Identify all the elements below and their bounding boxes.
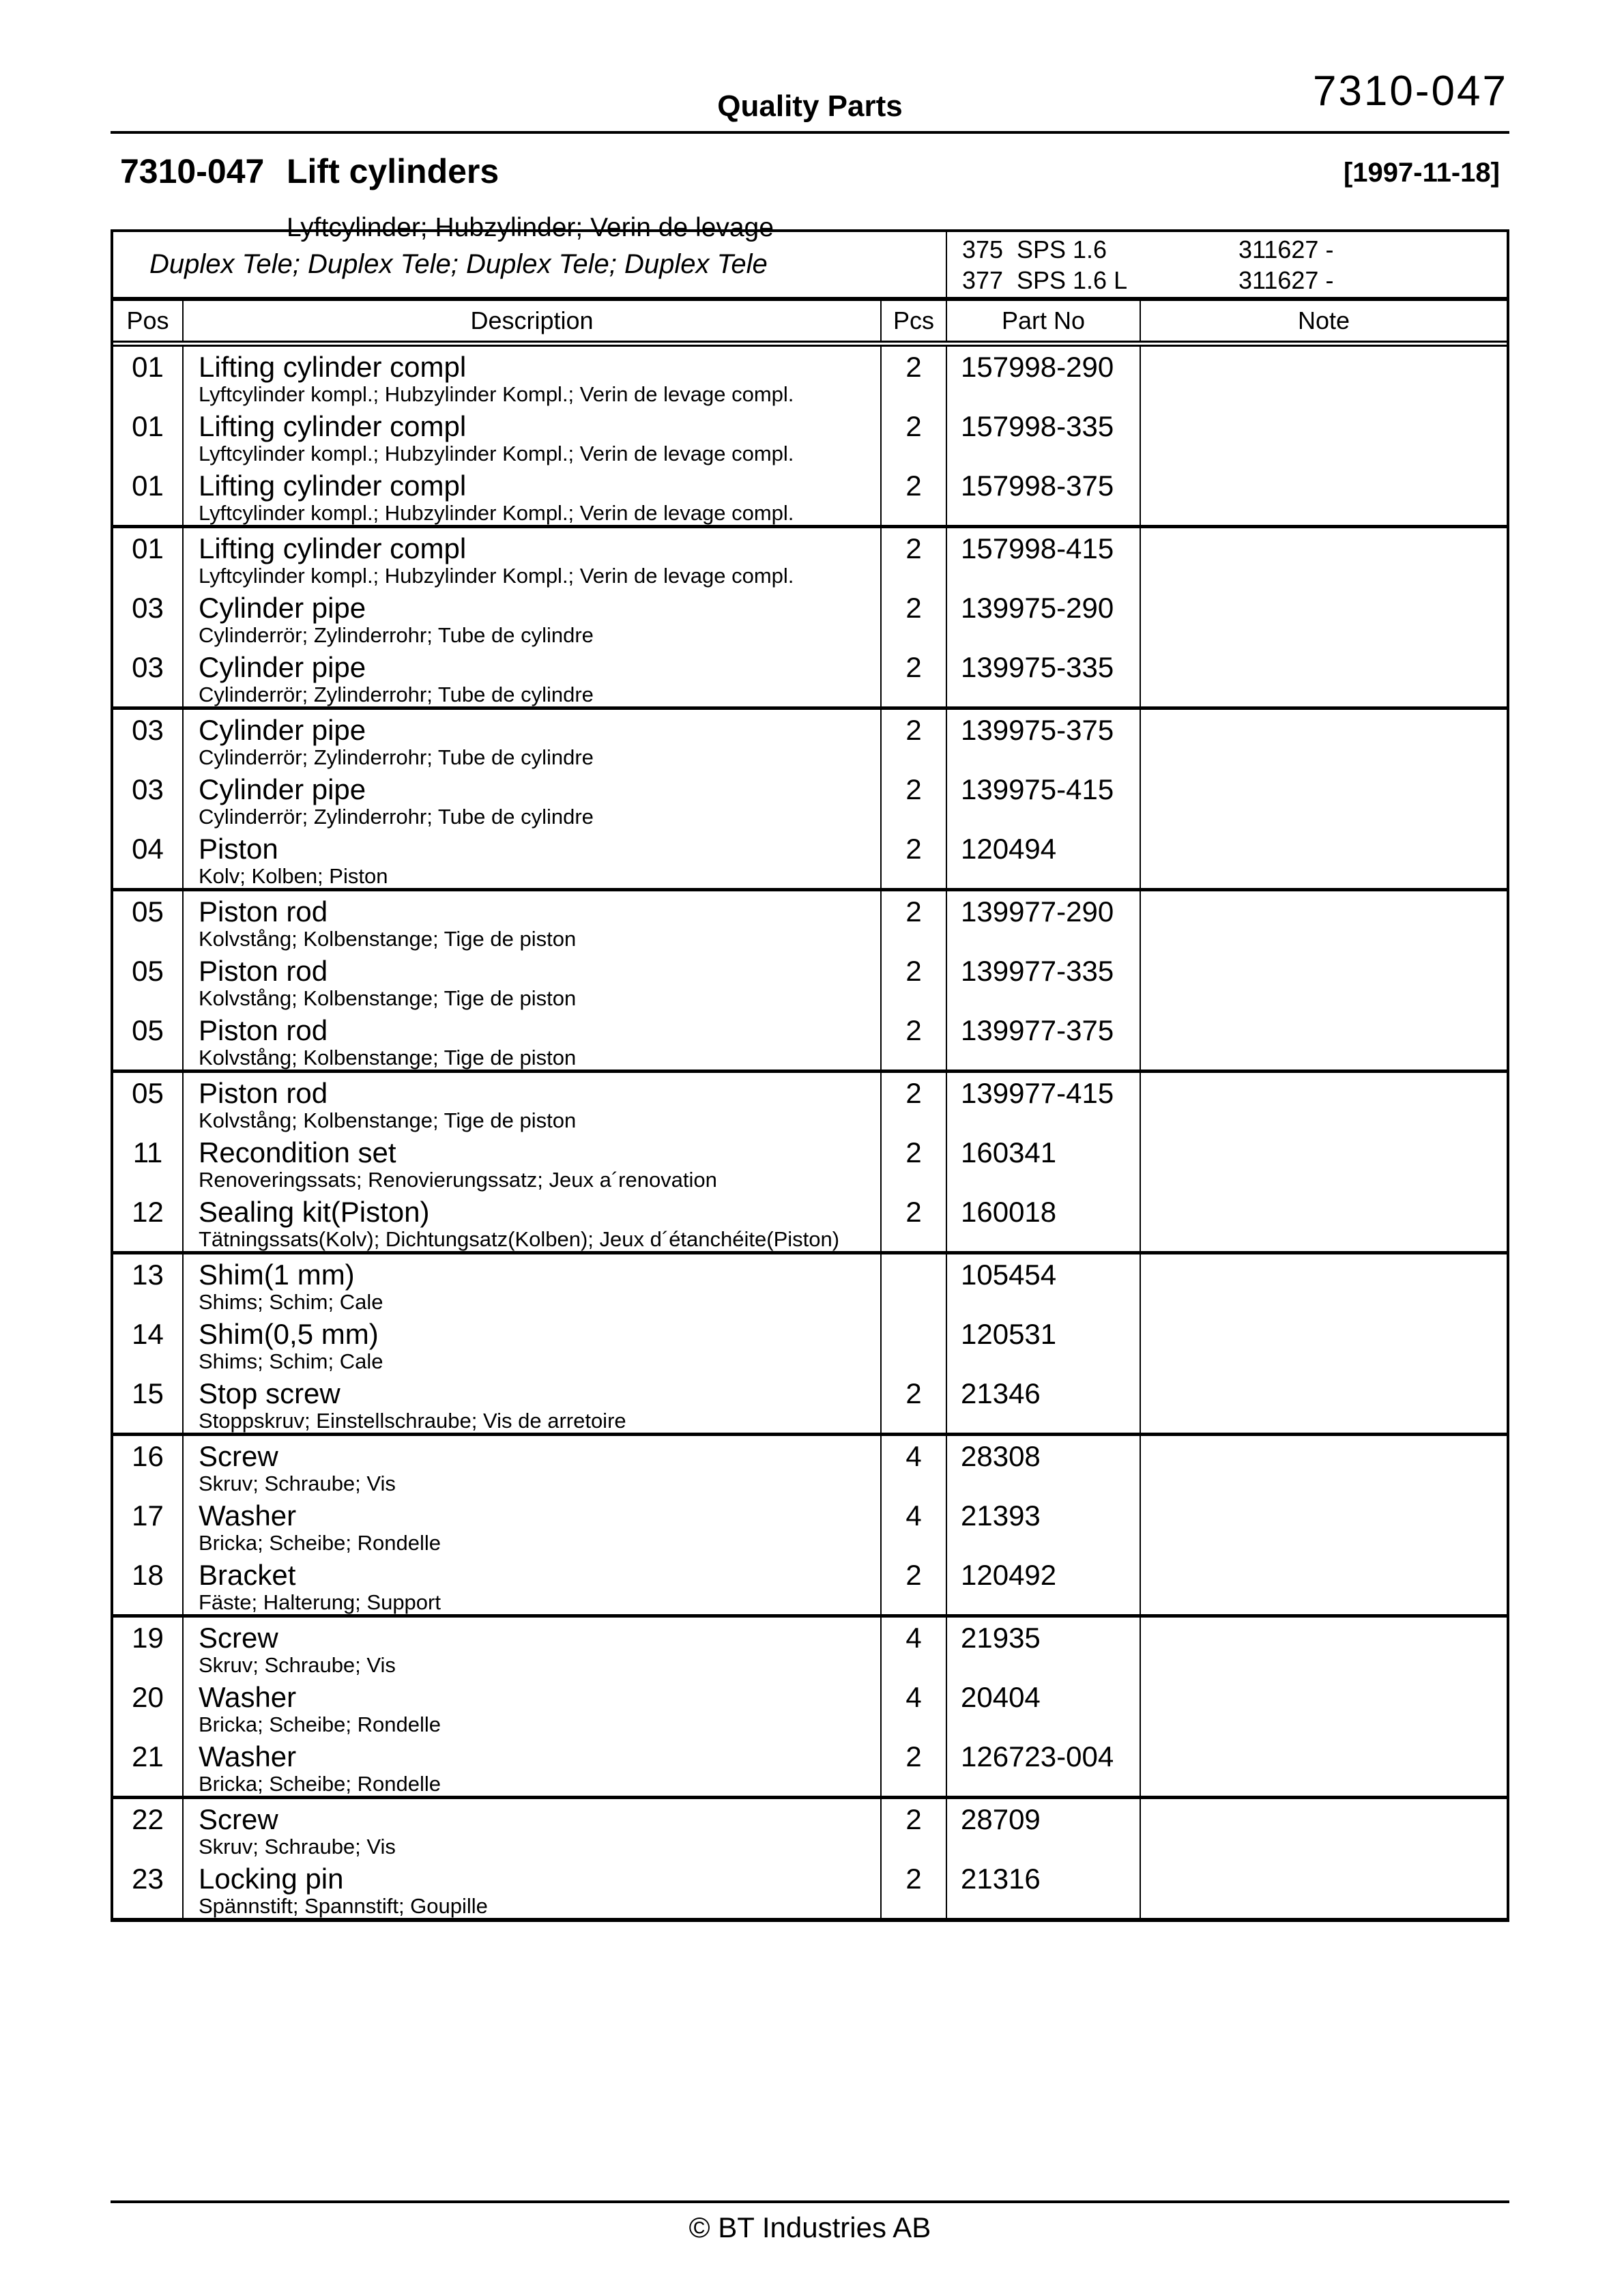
row-note bbox=[1140, 1436, 1507, 1495]
model-series-label: Duplex Tele; Duplex Tele; Duplex Tele; Duplex Tele bbox=[149, 249, 768, 279]
row-pcs bbox=[880, 1254, 946, 1314]
variant-serial: 311627 - bbox=[1238, 235, 1334, 263]
row-pos: 03 bbox=[132, 773, 164, 805]
table-row bbox=[113, 1314, 1507, 1373]
table-row bbox=[113, 829, 1507, 888]
row-description-main: Locking pin bbox=[199, 1863, 344, 1895]
column-header-pcs: Pcs bbox=[880, 301, 946, 341]
row-description bbox=[182, 465, 880, 525]
row-part-no: 139977-335 bbox=[946, 951, 1140, 1010]
row-part-no: 139977-415 bbox=[946, 1073, 1140, 1132]
row-note bbox=[1140, 588, 1507, 647]
row-part-no: 157998-415 bbox=[946, 528, 1140, 588]
row-description bbox=[182, 1677, 880, 1736]
row-description-sub: Kolvstång; Kolbenstange; Tige de piston bbox=[199, 1046, 577, 1070]
row-note bbox=[1140, 1555, 1507, 1614]
row-pcs: 2 bbox=[880, 347, 946, 406]
row-description-sub: Bricka; Scheibe; Rondelle bbox=[199, 1531, 441, 1555]
row-description-main: Screw bbox=[199, 1803, 278, 1835]
row-pos: 01 bbox=[132, 532, 164, 564]
row-part-no: 139975-415 bbox=[946, 769, 1140, 829]
row-part-no: 20404 bbox=[946, 1677, 1140, 1736]
row-pcs: 2 bbox=[880, 769, 946, 829]
variant-model: SPS 1.6 bbox=[1017, 235, 1107, 263]
row-description-main: Piston rod bbox=[199, 1014, 328, 1046]
row-description-sub: Cylinderrör; Zylinderrohr; Tube de cylindre bbox=[199, 623, 594, 647]
row-part-no: 120494 bbox=[946, 829, 1140, 888]
row-description-main: Cylinder pipe bbox=[199, 773, 366, 805]
table-row bbox=[113, 1859, 1507, 1918]
row-description-sub: Lyftcylinder kompl.; Hubzylinder Kompl.; Verin de levage compl. bbox=[199, 442, 794, 465]
row-note bbox=[1140, 1495, 1507, 1555]
row-pcs: 2 bbox=[880, 647, 946, 706]
row-note bbox=[1140, 769, 1507, 829]
row-description-main: Lifting cylinder compl bbox=[199, 470, 467, 502]
row-part-no: 126723-004 bbox=[946, 1736, 1140, 1796]
row-description bbox=[182, 1736, 880, 1796]
row-description-sub: Renoveringssats; Renovierungssatz; Jeux a´renovation bbox=[199, 1168, 717, 1192]
variant-row bbox=[947, 265, 1507, 296]
table-row bbox=[113, 1010, 1507, 1070]
row-description-sub: Cylinderrör; Zylinderrohr; Tube de cylindre bbox=[199, 745, 594, 769]
table-row bbox=[113, 1796, 1507, 1859]
table-row bbox=[113, 1070, 1507, 1132]
row-note bbox=[1140, 1373, 1507, 1433]
row-pcs: 2 bbox=[880, 1859, 946, 1918]
row-note bbox=[1140, 1314, 1507, 1373]
row-note bbox=[1140, 465, 1507, 525]
row-description-main: Cylinder pipe bbox=[199, 651, 366, 683]
row-description-main: Piston rod bbox=[199, 1077, 328, 1109]
table-row bbox=[113, 647, 1507, 706]
row-pos: 21 bbox=[132, 1740, 164, 1773]
row-pcs: 2 bbox=[880, 588, 946, 647]
row-note bbox=[1140, 1010, 1507, 1070]
table-row bbox=[113, 1555, 1507, 1614]
row-note bbox=[1140, 528, 1507, 588]
row-pcs: 2 bbox=[880, 1192, 946, 1251]
row-description-sub: Bricka; Scheibe; Rondelle bbox=[199, 1772, 441, 1796]
row-pos: 17 bbox=[132, 1499, 164, 1532]
row-description-sub: Cylinderrör; Zylinderrohr; Tube de cylindre bbox=[199, 683, 594, 706]
row-pos: 05 bbox=[132, 1077, 164, 1109]
section-title: Lift cylinders bbox=[287, 152, 499, 190]
row-description-sub: Skruv; Schraube; Vis bbox=[199, 1472, 396, 1495]
row-description-sub: Skruv; Schraube; Vis bbox=[199, 1653, 396, 1677]
row-description bbox=[182, 1618, 880, 1677]
row-description bbox=[182, 406, 880, 465]
row-description-main: Lifting cylinder compl bbox=[199, 351, 467, 383]
row-description bbox=[182, 891, 880, 951]
row-note bbox=[1140, 829, 1507, 888]
row-part-no: 105454 bbox=[946, 1254, 1140, 1314]
row-pos: 05 bbox=[132, 1014, 164, 1046]
row-pcs: 2 bbox=[880, 891, 946, 951]
row-description-sub: Lyftcylinder kompl.; Hubzylinder Kompl.; Verin de levage compl. bbox=[199, 501, 794, 525]
table-row bbox=[113, 1736, 1507, 1796]
variant-serial: 311627 - bbox=[1238, 266, 1334, 294]
row-description-main: Screw bbox=[199, 1622, 278, 1654]
row-description bbox=[182, 1073, 880, 1132]
row-description bbox=[182, 528, 880, 588]
table-row bbox=[113, 888, 1507, 951]
row-pcs: 4 bbox=[880, 1618, 946, 1677]
row-pos: 05 bbox=[132, 955, 164, 987]
table-row bbox=[113, 1495, 1507, 1555]
row-part-no: 139977-290 bbox=[946, 891, 1140, 951]
row-description-main: Lifting cylinder compl bbox=[199, 410, 467, 442]
section-code: 7310-047 bbox=[120, 152, 265, 190]
row-description bbox=[182, 710, 880, 769]
row-description bbox=[182, 347, 880, 406]
section-subtitle: Lyftcylinder; Hubzylinder; Verin de levage bbox=[287, 213, 774, 242]
row-pcs: 2 bbox=[880, 1799, 946, 1859]
row-description bbox=[182, 1555, 880, 1614]
row-pos: 23 bbox=[132, 1863, 164, 1895]
row-pos: 11 bbox=[132, 1136, 163, 1168]
row-pcs: 2 bbox=[880, 1132, 946, 1192]
copyright-notice: © BT Industries AB bbox=[688, 2211, 931, 2243]
row-pos: 03 bbox=[132, 714, 164, 746]
row-description bbox=[182, 1373, 880, 1433]
revision-date: [1997-11-18] bbox=[1343, 158, 1500, 188]
row-pcs: 2 bbox=[880, 710, 946, 769]
row-pcs: 2 bbox=[880, 1073, 946, 1132]
row-description bbox=[182, 588, 880, 647]
variant-model: SPS 1.6 L bbox=[1017, 266, 1128, 294]
row-part-no: 120492 bbox=[946, 1555, 1140, 1614]
row-pos: 03 bbox=[132, 651, 164, 683]
row-note bbox=[1140, 647, 1507, 706]
row-pcs: 4 bbox=[880, 1677, 946, 1736]
row-pos: 03 bbox=[132, 592, 164, 624]
row-description-sub: Bricka; Scheibe; Rondelle bbox=[199, 1712, 441, 1736]
row-part-no: 157998-290 bbox=[946, 347, 1140, 406]
row-note bbox=[1140, 347, 1507, 406]
row-description-main: Cylinder pipe bbox=[199, 714, 366, 746]
row-description bbox=[182, 1010, 880, 1070]
row-pos: 04 bbox=[132, 833, 164, 865]
row-description bbox=[182, 1799, 880, 1859]
row-part-no: 21316 bbox=[946, 1859, 1140, 1918]
row-description-main: Piston rod bbox=[199, 895, 328, 928]
row-note bbox=[1140, 1073, 1507, 1132]
table-row bbox=[113, 465, 1507, 525]
row-pos: 15 bbox=[132, 1377, 164, 1409]
row-pos: 16 bbox=[132, 1440, 164, 1472]
page-number: 7310-047 bbox=[1312, 68, 1508, 115]
header-rule bbox=[111, 131, 1509, 134]
row-description-sub: Shims; Schim; Cale bbox=[199, 1349, 383, 1373]
row-part-no: 21346 bbox=[946, 1373, 1140, 1433]
row-note bbox=[1140, 1254, 1507, 1314]
row-pos: 12 bbox=[132, 1196, 164, 1228]
row-description-main: Washer bbox=[199, 1499, 297, 1532]
row-description bbox=[182, 1314, 880, 1373]
row-description bbox=[182, 1495, 880, 1555]
row-description bbox=[182, 647, 880, 706]
row-pcs: 2 bbox=[880, 951, 946, 1010]
row-note bbox=[1140, 1192, 1507, 1251]
row-description-sub: Skruv; Schraube; Vis bbox=[199, 1835, 396, 1859]
row-description-sub: Lyftcylinder kompl.; Hubzylinder Kompl.; Verin de levage compl. bbox=[199, 382, 794, 406]
row-description-main: Screw bbox=[199, 1440, 278, 1472]
variant-code: 377 bbox=[962, 266, 1004, 294]
row-note bbox=[1140, 710, 1507, 769]
row-part-no: 21935 bbox=[946, 1618, 1140, 1677]
row-part-no: 157998-375 bbox=[946, 465, 1140, 525]
row-note bbox=[1140, 1799, 1507, 1859]
row-pcs: 2 bbox=[880, 1555, 946, 1614]
row-description-main: Bracket bbox=[199, 1559, 296, 1591]
row-pcs: 4 bbox=[880, 1495, 946, 1555]
row-description bbox=[182, 1436, 880, 1495]
row-pcs: 2 bbox=[880, 1010, 946, 1070]
variant-list bbox=[946, 232, 1507, 297]
row-description-sub: Cylinderrör; Zylinderrohr; Tube de cylindre bbox=[199, 805, 594, 829]
row-description-main: Lifting cylinder compl bbox=[199, 532, 467, 564]
row-description bbox=[182, 829, 880, 888]
row-note bbox=[1140, 891, 1507, 951]
table-row bbox=[113, 951, 1507, 1010]
row-description-sub: Spännstift; Spannstift; Goupille bbox=[199, 1894, 488, 1918]
row-pcs bbox=[880, 1314, 946, 1373]
row-pos: 13 bbox=[132, 1259, 164, 1291]
table-row bbox=[113, 406, 1507, 465]
row-pos: 14 bbox=[132, 1318, 164, 1350]
row-description-sub: Shims; Schim; Cale bbox=[199, 1290, 383, 1314]
row-pos: 19 bbox=[132, 1622, 164, 1654]
row-description-sub: Kolvstång; Kolbenstange; Tige de piston bbox=[199, 986, 577, 1010]
table-row bbox=[113, 1433, 1507, 1495]
row-description-main: Stop screw bbox=[199, 1377, 340, 1409]
column-header-row bbox=[113, 301, 1507, 347]
variant-code: 375 bbox=[962, 235, 1004, 263]
row-description-sub: Kolvstång; Kolbenstange; Tige de piston bbox=[199, 927, 577, 951]
row-description-sub: Fäste; Halterung; Support bbox=[199, 1590, 441, 1614]
row-description-main: Washer bbox=[199, 1740, 297, 1773]
table-row bbox=[113, 1373, 1507, 1433]
row-description bbox=[182, 769, 880, 829]
table-row bbox=[113, 1677, 1507, 1736]
row-part-no: 157998-335 bbox=[946, 406, 1140, 465]
row-note bbox=[1140, 951, 1507, 1010]
row-description-main: Shim(1 mm) bbox=[199, 1259, 355, 1291]
row-pcs: 2 bbox=[880, 1373, 946, 1433]
row-part-no: 28709 bbox=[946, 1799, 1140, 1859]
row-description-main: Recondition set bbox=[199, 1136, 396, 1168]
column-header-description: Description bbox=[182, 301, 880, 341]
table-row bbox=[113, 1192, 1507, 1251]
column-header-part-no: Part No bbox=[946, 301, 1140, 341]
row-description-sub: Lyftcylinder kompl.; Hubzylinder Kompl.; Verin de levage compl. bbox=[199, 564, 794, 588]
row-note bbox=[1140, 1132, 1507, 1192]
row-part-no: 139975-375 bbox=[946, 710, 1140, 769]
row-part-no: 28308 bbox=[946, 1436, 1140, 1495]
variant-row bbox=[947, 234, 1507, 265]
row-note bbox=[1140, 1859, 1507, 1918]
row-pos: 20 bbox=[132, 1681, 164, 1713]
row-part-no: 21393 bbox=[946, 1495, 1140, 1555]
row-description-main: Cylinder pipe bbox=[199, 592, 366, 624]
row-pcs: 2 bbox=[880, 528, 946, 588]
row-description-main: Piston rod bbox=[199, 955, 328, 987]
column-header-pos: Pos bbox=[126, 306, 169, 334]
row-pcs: 4 bbox=[880, 1436, 946, 1495]
brand-title: Quality Parts bbox=[717, 89, 903, 123]
row-pcs: 2 bbox=[880, 1736, 946, 1796]
table-row bbox=[113, 706, 1507, 769]
row-description-main: Shim(0,5 mm) bbox=[199, 1318, 379, 1350]
table-row bbox=[113, 1614, 1507, 1677]
table-row bbox=[113, 588, 1507, 647]
row-pos: 01 bbox=[132, 470, 164, 502]
row-part-no: 120531 bbox=[946, 1314, 1140, 1373]
row-description-sub: Stoppskruv; Einstellschraube; Vis de arretoire bbox=[199, 1409, 626, 1433]
table-row bbox=[113, 1132, 1507, 1192]
row-note bbox=[1140, 1736, 1507, 1796]
row-pcs: 2 bbox=[880, 406, 946, 465]
row-description-main: Sealing kit(Piston) bbox=[199, 1196, 430, 1228]
table-row bbox=[113, 769, 1507, 829]
table-row bbox=[113, 347, 1507, 406]
row-description-main: Piston bbox=[199, 833, 278, 865]
row-description bbox=[182, 1254, 880, 1314]
row-part-no: 139975-290 bbox=[946, 588, 1140, 647]
row-description-sub: Kolv; Kolben; Piston bbox=[199, 864, 388, 888]
row-description-sub: Kolvstång; Kolbenstange; Tige de piston bbox=[199, 1108, 577, 1132]
table-body bbox=[113, 347, 1507, 1918]
row-note bbox=[1140, 406, 1507, 465]
column-header-note: Note bbox=[1140, 301, 1507, 341]
row-pos: 18 bbox=[132, 1559, 164, 1591]
row-pos: 22 bbox=[132, 1803, 164, 1835]
parts-table bbox=[111, 229, 1509, 1922]
row-description bbox=[182, 951, 880, 1010]
table-row bbox=[113, 1251, 1507, 1314]
row-description bbox=[182, 1859, 880, 1918]
row-pcs: 2 bbox=[880, 829, 946, 888]
row-part-no: 139975-335 bbox=[946, 647, 1140, 706]
row-description bbox=[182, 1192, 880, 1251]
row-pos: 01 bbox=[132, 351, 164, 383]
row-note bbox=[1140, 1677, 1507, 1736]
row-description-main: Washer bbox=[199, 1681, 297, 1713]
footer-rule bbox=[111, 2200, 1509, 2203]
row-pos: 05 bbox=[132, 895, 164, 928]
row-part-no: 160018 bbox=[946, 1192, 1140, 1251]
row-pcs: 2 bbox=[880, 465, 946, 525]
row-part-no: 160341 bbox=[946, 1132, 1140, 1192]
row-note bbox=[1140, 1618, 1507, 1677]
row-part-no: 139977-375 bbox=[946, 1010, 1140, 1070]
table-row bbox=[113, 525, 1507, 588]
row-description-sub: Tätningssats(Kolv); Dichtungsatz(Kolben); Jeux d´étanchéite(Piston) bbox=[199, 1227, 840, 1251]
row-pos: 01 bbox=[132, 410, 164, 442]
row-description bbox=[182, 1132, 880, 1192]
table-header-box bbox=[113, 232, 1507, 301]
